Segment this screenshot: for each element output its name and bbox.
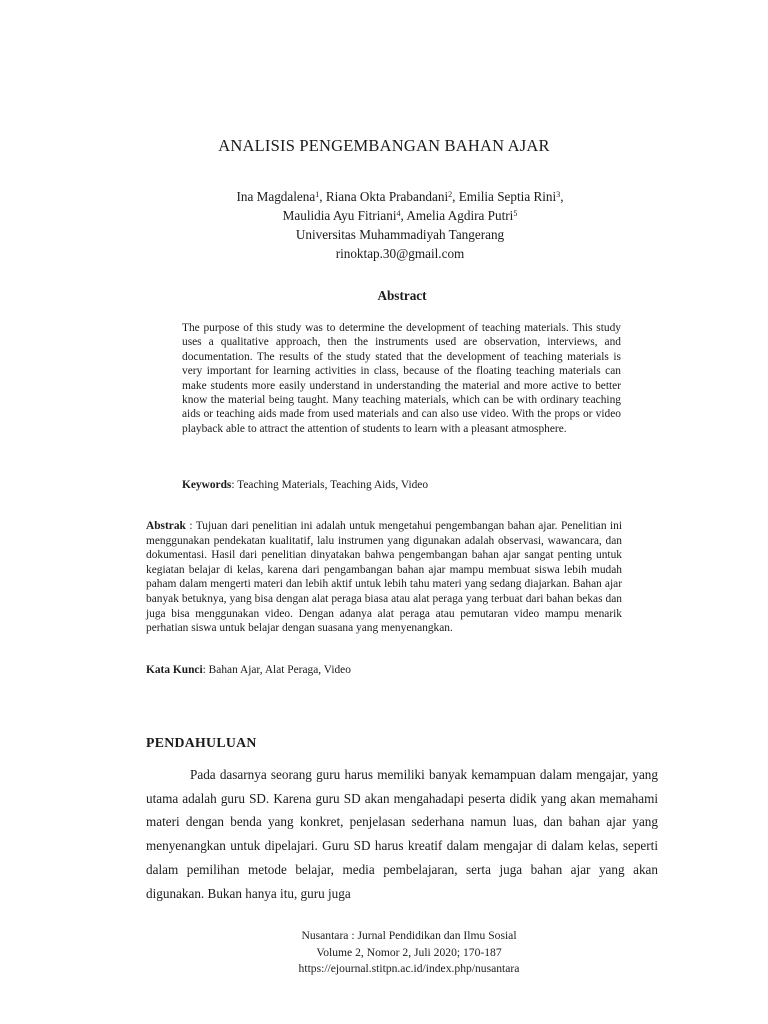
author-line-1 [0,187,768,206]
footer-journal-url: https://ejournal.stitpn.ac.id/index.php/nusantara [298,962,520,976]
paper-title: ANALISIS PENGEMBANGAN BAHAN AJAR [218,136,550,155]
author-name: , Amelia Agdira Putri [400,208,514,223]
journal-footer [0,928,768,978]
author-superscript: 4 [396,209,401,218]
abstract-text-indonesian [146,519,622,636]
author-superscript: 3 [556,190,561,199]
abstract-heading: Abstract [377,288,427,303]
author-name: Ina Magdalena [236,189,316,204]
keywords-values: : Teaching Materials, Teaching Aids, Video [231,479,429,491]
footer-journal-name: Nusantara : Jurnal Pendidikan dan Ilmu Sosial [301,929,517,942]
abstract-text-english: The purpose of this study was to determine the development of teaching materials. This study uses a qualitative approach, then the instruments used are observation, interviews, and documentation. The results of the study stated that the development of teaching materials is very important for learning activities in class, because of the floating teaching materials can make students more easily understand in understanding the material and more active to better know the material being taught. Many teaching materials, which can be with ordinary teaching aids or teaching aids made from used materials and can also use video. With the props or video playback able to attract the attention of students to learn with a pleasant atmosphere. [182,322,621,435]
author-block [0,187,768,263]
author-email: rinoktap.30@gmail.com [335,246,465,261]
author-name: Maulidia Ayu Fitriani [282,208,397,223]
author-separator: , [560,189,564,204]
kata-kunci-values: : Bahan Ajar, Alat Peraga, Video [202,664,351,676]
footer-volume-info: Volume 2, Nomor 2, Juli 2020; 170-187 [316,945,502,959]
author-line-2 [0,206,768,225]
keywords-label: Keywords [182,479,232,491]
keywords-indonesian [146,663,622,678]
author-superscript: 5 [513,209,518,218]
author-superscript: 1 [315,190,320,199]
author-name: , Emilia Septia Rini [452,189,557,204]
author-superscript: 2 [448,190,453,199]
keywords-english [182,478,621,492]
abstrak-body: : Tujuan dari penelitian ini adalah untuk mengetahui pengembangan bahan ajar. Penelitian ini menggunakan pendekatan kualitatif, lalu instrumen yang digunakan adalah observasi, wawancara, dan dokumentasi. Hasil dari penelitian dinyatakan bahwa pengembangan bahan ajar sangat penting untuk kegiatan belajar di kelas, karena dari pengambangan bahan ajar mampu membuat siswa lebih mudah paham dalam mengerti materi dan lebih aktif untuk lebih tahu materi yang sedang diajarkan. Bahan ajar banyak betuknya, yang bisa dengan alat peraga biasa atau alat peraga yang terbuat dari bahan bekas dan juga bisa menggunakan video. Dengan adanya alat peraga atau pemutaran video mampu menarik perhatian siswa untuk belajar dengan suasana yang menyenangkan. [146,520,622,635]
abstrak-label: Abstrak [146,520,186,532]
kata-kunci-label: Kata Kunci [146,664,203,676]
section-heading-pendahuluan: PENDAHULUAN [146,735,257,750]
author-name: , Riana Okta Prabandani [319,189,449,204]
author-affiliation: Universitas Muhammadiyah Tangerang [295,227,505,242]
introduction-paragraph: Pada dasarnya seorang guru harus memiliki banyak kemampuan dalam mengajar, yang utama adalah guru SD. Karena guru SD akan mengahadapi peserta didik yang akan memahami materi dengan benda yang konkret, penjelasan sederhana namun luas, dan bahan ajar yang menyenangkan untuk dipelajari. Guru SD harus kreatif dalam mengajar di dalam kelas, seperti dalam pemilihan metode belajar, media pembelajaran, serta juga bahan ajar yang akan digunakan. Bukan hanya itu, guru juga [146,767,658,901]
